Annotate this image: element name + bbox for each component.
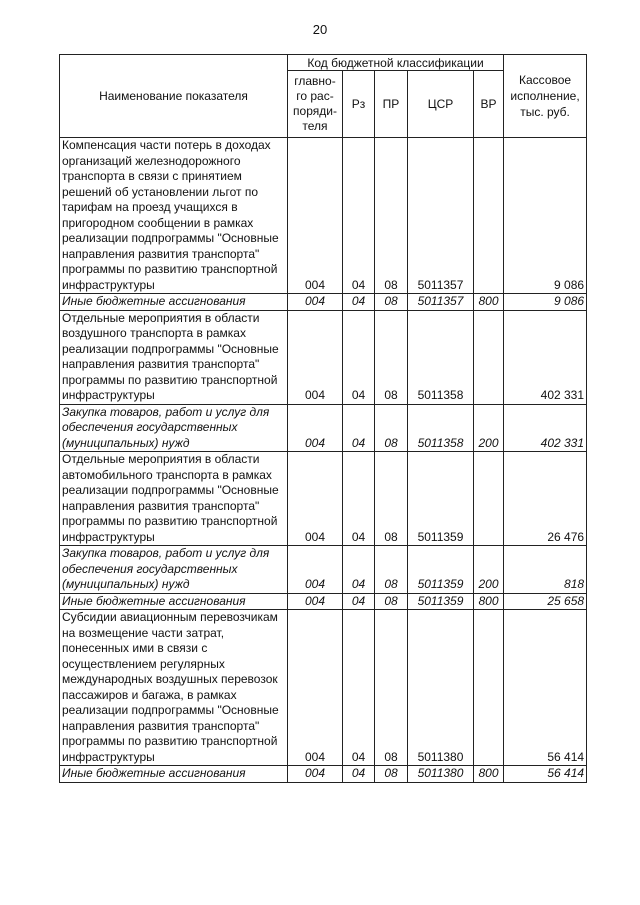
row-name: Иные бюджетные ассигнования: [60, 294, 288, 311]
row-vr: [474, 310, 504, 404]
row-amount: 56 414: [504, 766, 587, 783]
table-row: [60, 294, 587, 311]
table-row: [60, 593, 587, 610]
row-admin-code: 004: [288, 452, 343, 546]
row-pr: 08: [375, 766, 408, 783]
row-admin-code: 004: [288, 766, 343, 783]
row-pr: 08: [375, 138, 408, 294]
table-row: [60, 452, 587, 546]
row-csr: 5011359: [408, 593, 474, 610]
header-amount: Кассовое исполнение, тыс. руб.: [504, 55, 587, 138]
row-admin-code: 004: [288, 310, 343, 404]
row-rz: 04: [343, 546, 375, 594]
row-vr: [474, 452, 504, 546]
row-csr: 5011358: [408, 404, 474, 452]
row-name: Иные бюджетные ассигнования: [60, 766, 288, 783]
row-admin-code: 004: [288, 546, 343, 594]
table-row: [60, 766, 587, 783]
row-csr: 5011359: [408, 452, 474, 546]
row-name: Закупка товаров, работ и услуг для обеспечения государственных (муниципальных) нужд: [60, 546, 288, 594]
row-amount: 9 086: [504, 138, 587, 294]
row-amount: 402 331: [504, 310, 587, 404]
row-vr: [474, 610, 504, 766]
row-vr: 800: [474, 593, 504, 610]
row-pr: 08: [375, 593, 408, 610]
table-row: [60, 610, 587, 766]
row-csr: 5011359: [408, 546, 474, 594]
row-rz: 04: [343, 452, 375, 546]
row-name: Компенсация части потерь в доходах организаций железнодорожного транспорта в связи с принятием решений об установлении льгот по тарифам на проезд учащихся в пригородном сообщении в рамках реализации подпрограммы "Основные направления развития транспорта" программы по развитию транспортной инфраструктуры: [60, 138, 288, 294]
row-amount: 56 414: [504, 610, 587, 766]
row-vr: 800: [474, 294, 504, 311]
row-csr: 5011380: [408, 766, 474, 783]
row-rz: 04: [343, 310, 375, 404]
row-admin-code: 004: [288, 593, 343, 610]
row-rz: 04: [343, 294, 375, 311]
header-name: Наименование показателя: [60, 55, 288, 138]
row-vr: 200: [474, 404, 504, 452]
row-pr: 08: [375, 404, 408, 452]
table-row: [60, 138, 587, 294]
header-csr: ЦСР: [408, 71, 474, 138]
budget-table: [59, 54, 587, 783]
row-amount: 402 331: [504, 404, 587, 452]
row-name: Субсидии авиационным перевозчикам на возмещение части затрат, понесенных ими в связи с осуществлением регулярных международных воздушных перевозок пассажиров и багажа, в рамках реализации подпрограммы "Основные направления развития транспорта" программы по развитию транспортной инфраструктуры: [60, 610, 288, 766]
row-csr: 5011358: [408, 310, 474, 404]
row-amount: 9 086: [504, 294, 587, 311]
row-rz: 04: [343, 610, 375, 766]
header-pr: ПР: [375, 71, 408, 138]
row-rz: 04: [343, 766, 375, 783]
row-admin-code: 004: [288, 404, 343, 452]
row-pr: 08: [375, 294, 408, 311]
row-pr: 08: [375, 610, 408, 766]
row-vr: [474, 138, 504, 294]
row-csr: 5011380: [408, 610, 474, 766]
row-pr: 08: [375, 546, 408, 594]
row-vr: 200: [474, 546, 504, 594]
row-name: Иные бюджетные ассигнования: [60, 593, 288, 610]
row-admin-code: 004: [288, 138, 343, 294]
row-rz: 04: [343, 593, 375, 610]
row-rz: 04: [343, 404, 375, 452]
row-csr: 5011357: [408, 294, 474, 311]
header-classification-code: Код бюджетной классификации: [288, 55, 504, 71]
row-pr: 08: [375, 310, 408, 404]
row-admin-code: 004: [288, 610, 343, 766]
table-row: [60, 404, 587, 452]
row-pr: 08: [375, 452, 408, 546]
page-number: 20: [312, 22, 328, 37]
header-rz: Рз: [343, 71, 375, 138]
row-amount: 25 658: [504, 593, 587, 610]
row-rz: 04: [343, 138, 375, 294]
table-row: [60, 546, 587, 594]
row-name: Отдельные мероприятия в области воздушного транспорта в рамках реализации подпрограммы "Основные направления развития транспорта" программы по развитию транспортной инфраструктуры: [60, 310, 288, 404]
row-amount: 26 476: [504, 452, 587, 546]
row-amount: 818: [504, 546, 587, 594]
row-vr: 800: [474, 766, 504, 783]
row-name: Закупка товаров, работ и услуг для обеспечения государственных (муниципальных) нужд: [60, 404, 288, 452]
row-name: Отдельные мероприятия в области автомобильного транспорта в рамках реализации подпрограммы "Основные направления развития транспорта" программы по развитию транспортной инфраструктуры: [60, 452, 288, 546]
row-csr: 5011357: [408, 138, 474, 294]
row-admin-code: 004: [288, 294, 343, 311]
header-admin: главно-го рас-поряди-теля: [288, 71, 343, 138]
header-vr: ВР: [474, 71, 504, 138]
table-row: [60, 310, 587, 404]
